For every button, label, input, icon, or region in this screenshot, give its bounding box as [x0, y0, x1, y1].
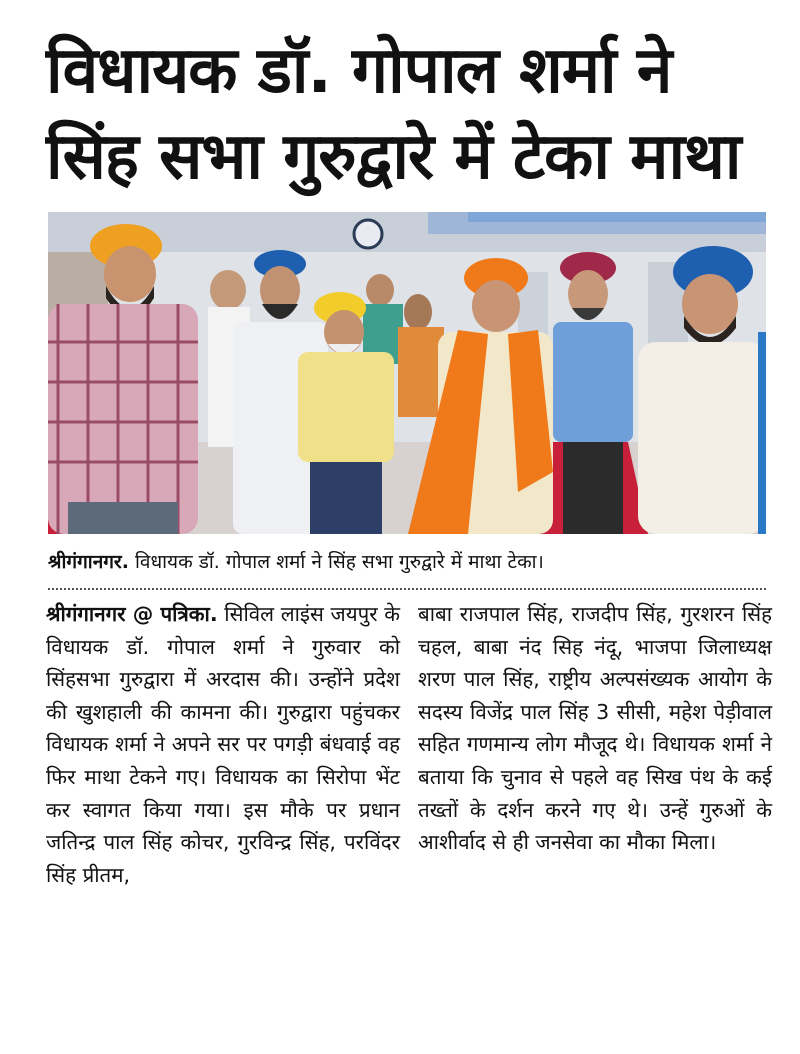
- caption-text: विधायक डॉ. गोपाल शर्मा ने सिंह सभा गुरुद्वारे में माथा टेका।: [134, 551, 544, 573]
- article-column-1: [46, 598, 400, 891]
- dotted-divider: [48, 588, 766, 590]
- article-col2-text: बाबा राजपाल सिंह, राजदीप सिंह, गुरशरन सिंह चहल, बाबा नंद सिह नंदू, भाजपा जिलाध्यक्ष शरण पाल सिंह, राष्ट्रीय अल्पसंख्यक आयोग के सदस्य विजेंद्र पाल सिंह 3 सीसी, महेश पेड़ीवाल सहित गणमान्य लोग मौजूद थे। विधायक शर्मा ने बताया कि चुनाव से पहले वह सिख पंथ के कई तख्तों के दर्शन करने गए थे। उन्हें गुरुओं के आशीर्वाद से ही जनसेवा का मौका मिला।: [418, 602, 772, 855]
- headline: विधायक डॉ. गोपाल शर्मा ने सिंह सभा गुरुद्वारे में टेका माथा: [46, 34, 741, 194]
- photo-caption: [48, 548, 766, 576]
- caption-place: श्रीगंगानगर.: [48, 551, 129, 573]
- article-dateline: श्रीगंगानगर @ पत्रिका.: [46, 602, 218, 626]
- news-photo: [48, 212, 766, 534]
- article-col1-text: सिविल लाइंस जयपुर के विधायक डॉ. गोपाल शर्मा ने गुरुवार को सिंहसभा गुरुद्वारा में अरदास की। उन्होंने प्रदेश की खुशहाली की कामना की। गुरुद्वारा पहुंचकर विधायक शर्मा ने अपने सर पर पगड़ी बंधवाई वह फिर माथा टेकने गए। विधायक का सिरोपा भेंट कर स्वागत किया गया। इस मौके पर प्रधान जतिन्द्र पाल सिंह कोचर, गुरविन्द्र सिंह, परविंदर सिंह प्रीतम,: [46, 602, 400, 887]
- photo-illustration: [48, 212, 766, 534]
- article-column-2: [418, 598, 772, 859]
- clock-icon: [354, 220, 382, 248]
